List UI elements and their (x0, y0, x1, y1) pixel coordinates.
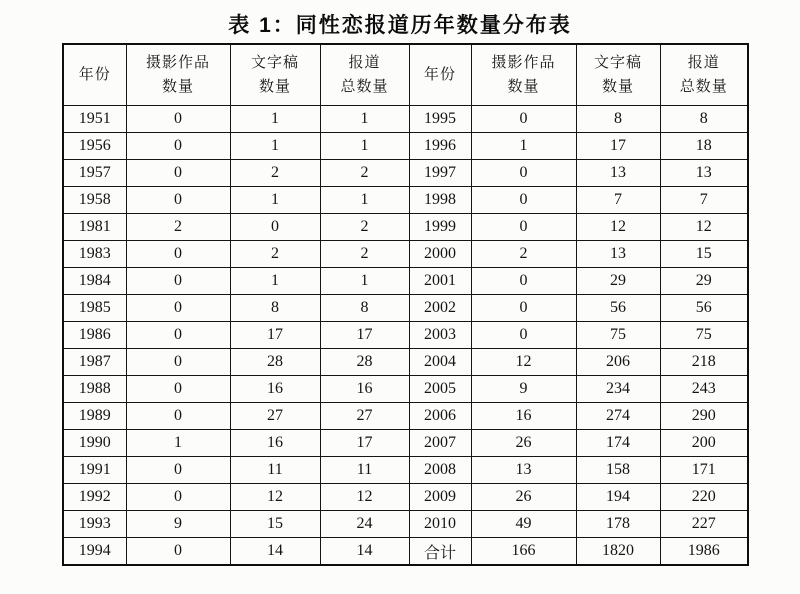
table-cell: 16 (471, 403, 576, 430)
table-cell: 1996 (409, 133, 471, 160)
table-cell: 1 (230, 187, 320, 214)
table-cell: 75 (660, 322, 748, 349)
table-cell: 13 (576, 160, 660, 187)
table-row (63, 430, 748, 457)
table-cell: 56 (576, 295, 660, 322)
table-cell: 1 (320, 187, 409, 214)
table-cell: 1997 (409, 160, 471, 187)
table-cell: 0 (126, 322, 230, 349)
table-row (63, 214, 748, 241)
table-cell: 0 (230, 214, 320, 241)
column-header-line: 年份 (78, 67, 111, 83)
table-cell: 2001 (409, 268, 471, 295)
column-header-line: 报道 (348, 55, 381, 71)
table-cell: 1951 (63, 106, 126, 133)
table-cell: 18 (660, 133, 748, 160)
table-cell: 12 (660, 214, 748, 241)
table-cell: 16 (230, 430, 320, 457)
table-cell: 0 (126, 457, 230, 484)
table-cell: 56 (660, 295, 748, 322)
table-cell: 2 (230, 160, 320, 187)
table-cell: 2 (230, 241, 320, 268)
table-cell: 1 (126, 430, 230, 457)
table-cell: 0 (471, 106, 576, 133)
table-cell: 29 (576, 268, 660, 295)
table-cell: 9 (471, 376, 576, 403)
table-cell: 0 (471, 295, 576, 322)
table-row (63, 376, 748, 403)
table-cell: 17 (576, 133, 660, 160)
table-cell: 12 (320, 484, 409, 511)
table-cell: 2008 (409, 457, 471, 484)
table-cell: 2 (471, 241, 576, 268)
table-cell: 13 (471, 457, 576, 484)
table-body (63, 106, 748, 566)
table-cell: 218 (660, 349, 748, 376)
table-cell: 0 (126, 241, 230, 268)
table-cell: 1 (230, 133, 320, 160)
table-cell: 1986 (660, 538, 748, 566)
table-cell: 28 (230, 349, 320, 376)
table-cell: 29 (660, 268, 748, 295)
table-cell: 8 (230, 295, 320, 322)
table-row (63, 349, 748, 376)
table-cell: 11 (230, 457, 320, 484)
table-cell: 178 (576, 511, 660, 538)
table-row (63, 241, 748, 268)
table-cell: 28 (320, 349, 409, 376)
table-cell: 17 (230, 322, 320, 349)
table-cell: 1957 (63, 160, 126, 187)
column-header-line: 文字稿 (250, 55, 299, 71)
column-header (230, 44, 320, 106)
table-cell: 17 (320, 430, 409, 457)
table-cell: 0 (126, 268, 230, 295)
table-cell: 290 (660, 403, 748, 430)
table-cell: 243 (660, 376, 748, 403)
table-cell: 8 (660, 106, 748, 133)
table-cell: 75 (576, 322, 660, 349)
table-cell: 0 (126, 349, 230, 376)
column-header (409, 44, 471, 106)
table-cell: 171 (660, 457, 748, 484)
table-cell: 200 (660, 430, 748, 457)
table-cell: 1958 (63, 187, 126, 214)
column-header-line: 年份 (423, 67, 456, 83)
table-cell: 0 (126, 187, 230, 214)
table-row (63, 160, 748, 187)
table-cell: 1987 (63, 349, 126, 376)
table-cell: 234 (576, 376, 660, 403)
table-cell: 1986 (63, 322, 126, 349)
table-cell: 15 (230, 511, 320, 538)
table-cell: 158 (576, 457, 660, 484)
table-cell: 2010 (409, 511, 471, 538)
table-cell: 1995 (409, 106, 471, 133)
table-cell: 1994 (63, 538, 126, 566)
column-header-line: 摄影作品 (145, 55, 210, 71)
column-header-line: 数量 (601, 79, 634, 95)
table-cell: 166 (471, 538, 576, 566)
table-cell: 1 (230, 106, 320, 133)
table-row (63, 403, 748, 430)
table-cell: 0 (126, 376, 230, 403)
table-cell: 1988 (63, 376, 126, 403)
table-row (63, 106, 748, 133)
table-cell: 1 (320, 106, 409, 133)
column-header (320, 44, 409, 106)
table-cell: 49 (471, 511, 576, 538)
table-cell: 14 (230, 538, 320, 566)
table-cell: 8 (320, 295, 409, 322)
table-cell: 0 (126, 106, 230, 133)
table-cell: 7 (576, 187, 660, 214)
table-cell: 0 (471, 322, 576, 349)
table-cell: 1999 (409, 214, 471, 241)
column-header (576, 44, 660, 106)
yearly-report-count-table (62, 43, 749, 566)
table-cell: 0 (126, 133, 230, 160)
table-row (63, 268, 748, 295)
table-cell: 27 (320, 403, 409, 430)
table-cell: 26 (471, 430, 576, 457)
table-cell: 0 (126, 403, 230, 430)
column-header (126, 44, 230, 106)
table-cell: 0 (126, 538, 230, 566)
table-cell: 1981 (63, 214, 126, 241)
column-header-line: 数量 (161, 79, 194, 95)
table-cell: 0 (471, 160, 576, 187)
table-cell: 7 (660, 187, 748, 214)
table-cell: 26 (471, 484, 576, 511)
table-cell: 11 (320, 457, 409, 484)
column-header (63, 44, 126, 106)
table-head (63, 44, 748, 106)
table-cell: 8 (576, 106, 660, 133)
table-row (63, 322, 748, 349)
table-cell: 227 (660, 511, 748, 538)
table-cell: 2005 (409, 376, 471, 403)
table-row (63, 484, 748, 511)
table-cell: 1820 (576, 538, 660, 566)
table-cell: 206 (576, 349, 660, 376)
table-cell: 2004 (409, 349, 471, 376)
column-header (471, 44, 576, 106)
column-header-line: 数量 (507, 79, 540, 95)
table-cell: 9 (126, 511, 230, 538)
table-cell: 0 (126, 160, 230, 187)
table-cell: 1 (471, 133, 576, 160)
table-cell: 2003 (409, 322, 471, 349)
column-header-line: 总数量 (340, 79, 389, 95)
table-row (63, 538, 748, 566)
table-cell: 0 (471, 268, 576, 295)
table-cell: 174 (576, 430, 660, 457)
table-cell: 24 (320, 511, 409, 538)
table-cell: 1990 (63, 430, 126, 457)
table-cell: 2 (320, 214, 409, 241)
table-cell: 1992 (63, 484, 126, 511)
table-cell: 1 (320, 268, 409, 295)
table-cell: 1983 (63, 241, 126, 268)
table-cell: 1998 (409, 187, 471, 214)
header-row (63, 44, 748, 106)
table-row (63, 133, 748, 160)
table-cell: 2000 (409, 241, 471, 268)
table-cell: 1984 (63, 268, 126, 295)
table-cell: 194 (576, 484, 660, 511)
table-cell: 12 (576, 214, 660, 241)
table-cell: 1991 (63, 457, 126, 484)
column-header-line: 总数量 (679, 79, 728, 95)
table-cell: 16 (320, 376, 409, 403)
table-cell: 274 (576, 403, 660, 430)
table-cell: 16 (230, 376, 320, 403)
table-row (63, 187, 748, 214)
table-cell: 12 (230, 484, 320, 511)
table-cell: 合计 (409, 538, 471, 566)
table-cell: 220 (660, 484, 748, 511)
table-cell: 27 (230, 403, 320, 430)
table-cell: 0 (471, 214, 576, 241)
column-header-line: 数量 (258, 79, 291, 95)
table-cell: 1 (230, 268, 320, 295)
table-row (63, 457, 748, 484)
table-cell: 1 (320, 133, 409, 160)
table-cell: 1956 (63, 133, 126, 160)
table-cell: 0 (126, 295, 230, 322)
table-cell: 2009 (409, 484, 471, 511)
column-header-line: 摄影作品 (491, 55, 556, 71)
table-cell: 2 (126, 214, 230, 241)
table-cell: 2 (320, 241, 409, 268)
table-row (63, 511, 748, 538)
table-cell: 2006 (409, 403, 471, 430)
table-cell: 1993 (63, 511, 126, 538)
table-cell: 2007 (409, 430, 471, 457)
table-cell: 2 (320, 160, 409, 187)
table-cell: 17 (320, 322, 409, 349)
table-cell: 13 (576, 241, 660, 268)
column-header (660, 44, 748, 106)
table-cell: 12 (471, 349, 576, 376)
table-row (63, 295, 748, 322)
column-header-line: 报道 (687, 55, 720, 71)
table-title: 表 1：同性恋报道历年数量分布表 (228, 14, 572, 37)
table-cell: 1985 (63, 295, 126, 322)
column-header-line: 文字稿 (593, 55, 642, 71)
table-cell: 0 (126, 484, 230, 511)
table-cell: 1989 (63, 403, 126, 430)
table-cell: 13 (660, 160, 748, 187)
table-cell: 15 (660, 241, 748, 268)
table-cell: 0 (471, 187, 576, 214)
table-cell: 2002 (409, 295, 471, 322)
table-cell: 14 (320, 538, 409, 566)
